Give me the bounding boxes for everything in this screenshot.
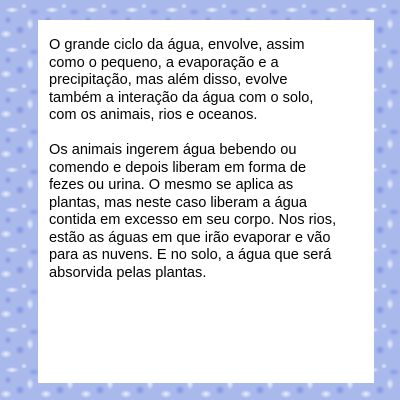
paragraph-animals-plants: Os animais ingerem água bebendo ou comendo e depois liberam em forma de fezes ou urina. O mesmo se aplica as plantas, mas neste caso liberam a água contida em excesso em seu corpo. Nos rios, estão as águas em que irão evaporar e vão para as nuvens. E no solo, a água que será absorvida pelas plantas. (49, 142, 337, 281)
paragraph-water-cycle: O grande ciclo da água, envolve, assim como o pequeno, a evaporação e a precipitação, mas além disso, evolve também a interação da água com o solo, com os animais, rios e oceanos. (49, 37, 314, 123)
text-panel (38, 20, 374, 383)
